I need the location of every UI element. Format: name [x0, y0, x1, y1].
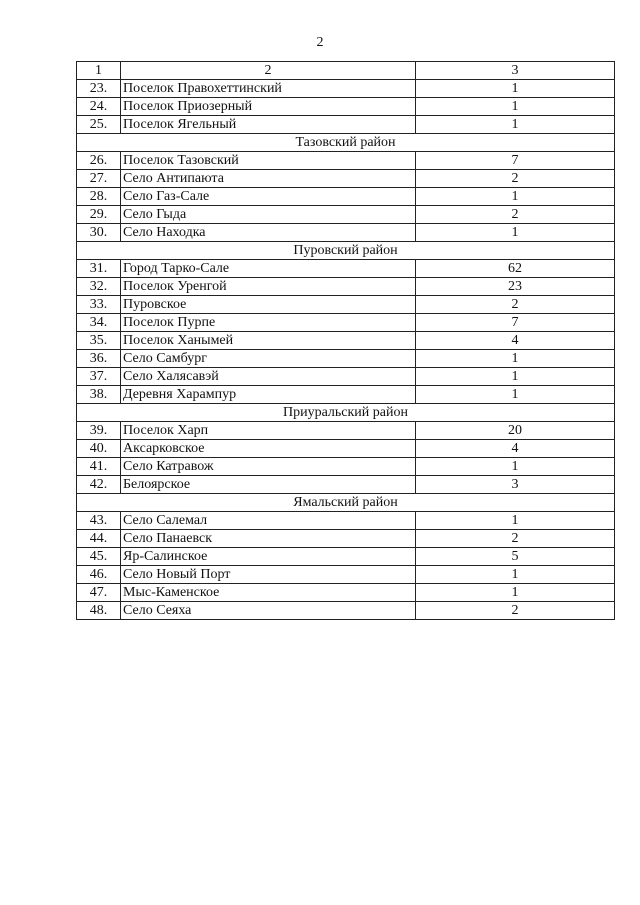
table-row — [77, 206, 615, 224]
row-number: 41. — [77, 458, 121, 476]
settlements-table — [76, 61, 615, 620]
row-number: 27. — [77, 170, 121, 188]
row-count: 2 — [416, 206, 615, 224]
table-row — [77, 548, 615, 566]
row-count: 4 — [416, 332, 615, 350]
row-count: 1 — [416, 98, 615, 116]
row-count: 62 — [416, 260, 615, 278]
table-row — [77, 278, 615, 296]
row-count: 2 — [416, 296, 615, 314]
row-count: 1 — [416, 566, 615, 584]
row-number: 30. — [77, 224, 121, 242]
row-number: 48. — [77, 602, 121, 620]
row-number: 36. — [77, 350, 121, 368]
settlement-name: Село Новый Порт — [121, 566, 416, 584]
page-number: 2 — [316, 35, 324, 50]
row-number: 37. — [77, 368, 121, 386]
table-row — [77, 386, 615, 404]
district-title: Ямальский район — [77, 494, 615, 512]
row-number: 44. — [77, 530, 121, 548]
row-number: 46. — [77, 566, 121, 584]
settlement-name: Поселок Уренгой — [121, 278, 416, 296]
table-row — [77, 152, 615, 170]
table-row — [77, 332, 615, 350]
table-row — [77, 584, 615, 602]
row-count: 1 — [416, 80, 615, 98]
settlement-name: Село Салемал — [121, 512, 416, 530]
table-row — [77, 260, 615, 278]
settlement-name: Поселок Ханымей — [121, 332, 416, 350]
row-number: 47. — [77, 584, 121, 602]
settlement-name: Мыс-Каменское — [121, 584, 416, 602]
row-number: 42. — [77, 476, 121, 494]
table-row — [77, 440, 615, 458]
row-number: 35. — [77, 332, 121, 350]
row-count: 7 — [416, 314, 615, 332]
settlement-name: Поселок Тазовский — [121, 152, 416, 170]
row-number: 33. — [77, 296, 121, 314]
header-col-3: 3 — [416, 62, 615, 80]
district-row — [77, 494, 615, 512]
row-number: 26. — [77, 152, 121, 170]
row-count: 23 — [416, 278, 615, 296]
row-count: 20 — [416, 422, 615, 440]
table-body — [77, 62, 615, 620]
table-row — [77, 224, 615, 242]
row-number: 25. — [77, 116, 121, 134]
row-count: 2 — [416, 602, 615, 620]
row-number: 40. — [77, 440, 121, 458]
table-row — [77, 476, 615, 494]
district-title: Приуральский район — [77, 404, 615, 422]
row-count: 1 — [416, 224, 615, 242]
row-number: 32. — [77, 278, 121, 296]
district-title: Пуровский район — [77, 242, 615, 260]
settlement-name: Село Сеяха — [121, 602, 416, 620]
header-col-1: 1 — [77, 62, 121, 80]
row-count: 5 — [416, 548, 615, 566]
district-row — [77, 134, 615, 152]
row-count: 1 — [416, 116, 615, 134]
settlement-name: Поселок Ягельный — [121, 116, 416, 134]
row-count: 1 — [416, 458, 615, 476]
settlement-name: Пуровское — [121, 296, 416, 314]
row-count: 2 — [416, 170, 615, 188]
row-number: 43. — [77, 512, 121, 530]
table-row — [77, 422, 615, 440]
row-count: 2 — [416, 530, 615, 548]
settlement-name: Село Находка — [121, 224, 416, 242]
settlement-name: Село Панаевск — [121, 530, 416, 548]
row-number: 28. — [77, 188, 121, 206]
row-count: 7 — [416, 152, 615, 170]
header-col-2: 2 — [121, 62, 416, 80]
table-row — [77, 368, 615, 386]
table-row — [77, 98, 615, 116]
table-row — [77, 512, 615, 530]
row-count: 1 — [416, 512, 615, 530]
row-count: 4 — [416, 440, 615, 458]
settlement-name: Село Катравож — [121, 458, 416, 476]
table-row — [77, 458, 615, 476]
row-count: 1 — [416, 188, 615, 206]
table-header-row — [77, 62, 615, 80]
table-row — [77, 170, 615, 188]
row-number: 31. — [77, 260, 121, 278]
settlement-name: Село Антипаюта — [121, 170, 416, 188]
settlement-name: Село Самбург — [121, 350, 416, 368]
table-row — [77, 116, 615, 134]
district-title: Тазовский район — [77, 134, 615, 152]
row-count: 1 — [416, 584, 615, 602]
table-row — [77, 296, 615, 314]
row-number: 45. — [77, 548, 121, 566]
table-row — [77, 566, 615, 584]
settlement-name: Город Тарко-Сале — [121, 260, 416, 278]
settlement-name: Село Газ-Сале — [121, 188, 416, 206]
row-number: 24. — [77, 98, 121, 116]
settlement-name: Село Халясавэй — [121, 368, 416, 386]
row-number: 29. — [77, 206, 121, 224]
district-row — [77, 404, 615, 422]
table-row — [77, 188, 615, 206]
settlement-name: Поселок Приозерный — [121, 98, 416, 116]
table-row — [77, 350, 615, 368]
row-count: 3 — [416, 476, 615, 494]
settlement-name: Поселок Правохеттинский — [121, 80, 416, 98]
settlement-name: Белоярское — [121, 476, 416, 494]
table-row — [77, 602, 615, 620]
settlement-name: Яр-Салинское — [121, 548, 416, 566]
row-number: 34. — [77, 314, 121, 332]
settlement-name: Поселок Харп — [121, 422, 416, 440]
table-row — [77, 80, 615, 98]
settlement-name: Деревня Харампур — [121, 386, 416, 404]
settlement-name: Село Гыда — [121, 206, 416, 224]
settlement-name: Аксарковское — [121, 440, 416, 458]
settlement-name: Поселок Пурпе — [121, 314, 416, 332]
row-number: 39. — [77, 422, 121, 440]
district-row — [77, 242, 615, 260]
table-row — [77, 314, 615, 332]
row-count: 1 — [416, 350, 615, 368]
table-row — [77, 530, 615, 548]
row-count: 1 — [416, 386, 615, 404]
row-number: 38. — [77, 386, 121, 404]
row-count: 1 — [416, 368, 615, 386]
row-number: 23. — [77, 80, 121, 98]
